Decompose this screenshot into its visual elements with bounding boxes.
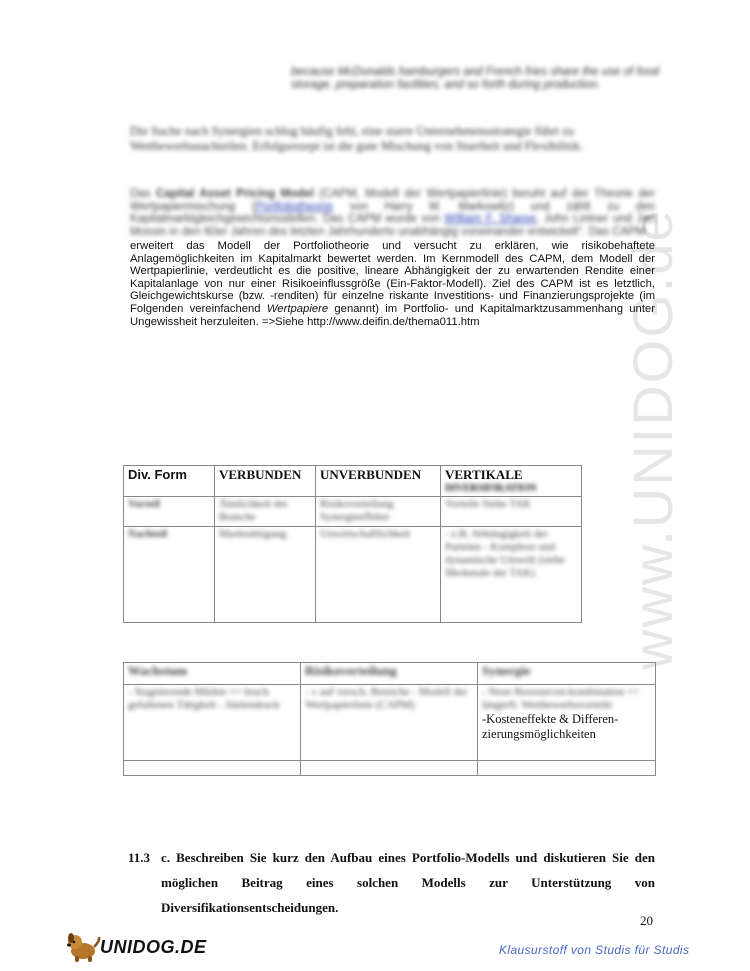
table-row <box>124 685 656 761</box>
row-label: Vorteil <box>124 497 215 527</box>
table-cell <box>478 685 656 761</box>
question-number: 11.3 <box>128 850 151 865</box>
table-cell: - z.B. Abhängigkeit der Parteien - Komplexe und dynamische Umwelt (siehe Merkmale der TAK) <box>441 527 582 623</box>
sharpe-link[interactable]: William F. Sharpe <box>444 213 537 226</box>
row-label: Nachteil <box>124 527 215 623</box>
table-cell <box>301 761 478 776</box>
table-row-empty <box>124 761 656 776</box>
table-cell: Ähnlichkeit der Branche <box>215 497 316 527</box>
quote-paragraph: because McDonalds hamburgers and French fries share the use of food storage, preparation facilities, and so forth during production. <box>291 66 659 91</box>
cell-text-blurred: - Neue Ressourcen-kombination => längerfr. Wettbewerbsvorteile <box>482 686 640 711</box>
capm-term: Capital Asset Pricing Model <box>155 188 314 200</box>
page-number: 20 <box>640 913 653 928</box>
question-text: c. Beschreiben Sie kurz den Aufbau eines Portfolio-Modells und diskutieren Sie den möglichen Beitrag eines solchen Modells zur Unterstützung von Diversifikationsentscheidungen. <box>161 850 655 915</box>
dog-icon <box>66 929 102 963</box>
table-cell: - Stagnierende Märkte => brach gefallenen Tätigkeit - Aktiendruck <box>124 685 301 761</box>
diversification-forms-table <box>123 465 582 623</box>
table-header-cell: VERBUNDEN <box>215 466 316 497</box>
strategy-goals-table <box>123 662 656 776</box>
table-header-cell: Wachstum <box>124 663 301 685</box>
capm-intro-part: von Harry M. Markowitz) und zählt zu den Kapitalmarktgleichgewichtsmodellen. Das CAPM wurde von <box>130 200 655 226</box>
logo-text: UNIDOG.DE <box>100 937 207 957</box>
table-header-cell: UNVERBUNDEN <box>316 466 441 497</box>
synergy-paragraph: Die Suche nach Synergien schlug häufig fehl, eine starre Unternehmensstrategie führt zu Wettbewerbsnachteilen. Erfolgsrezept ist die gute Mischung von Sturrheit und Flexibilität. <box>130 124 583 153</box>
table-cell: Vorteile Siehe TAK <box>441 497 582 527</box>
capm-intro-paragraph <box>130 188 655 238</box>
table-header-cell: Risikoverteilung <box>301 663 478 685</box>
table-cell <box>124 761 301 776</box>
capm-intro-part: Das <box>130 188 156 200</box>
capm-lead: erweitert das Modell der Portfoliotheorie und versucht zu erklären, wie risikobehaftete Anlagemöglichkeiten im Kapitalmarkt bewertet werden. Im Kernmodell des CAPM, dem Modell der Wertpapierlinie, verdeutlicht es die positive, lineare Abhängigkeit der zu erwartenden Rendite einer Kapitalanlage von nur einer Risikoeinflussgröße (Ein-Faktor-Modell). Ziel des CAPM ist es letztlich, Gleichgewichtskurse (bzw. -renditen) für einzelne riskante Investitions- und Finanzierungsprojekte (im Folgenden vereinfachend <box>130 240 655 315</box>
unidog-logo <box>66 929 207 963</box>
table-cell: Risikoverteilung Synergieeffekte <box>316 497 441 527</box>
table-header-row <box>124 466 582 497</box>
exam-question <box>128 845 655 920</box>
table-header-cell <box>441 466 582 497</box>
watermark: www.UNIDOG.de <box>621 208 684 670</box>
capm-tail: genannt) im Portfolio- und Kapitalmarktzusammenhang unter Ungewissheit herzuleiten. =>Siehe http://www.deifin.de/thema011.htm <box>130 302 655 328</box>
header-main: VERTIKALE <box>445 467 523 482</box>
portfoliotheorie-link[interactable]: Portfoliotheorie <box>255 200 333 213</box>
capm-intro-part: (CAPM, Modell der Wertpapierlinie) beruht auf der Theorie der Wertpapiermischung ( <box>130 188 655 213</box>
capm-emphasis: Wertpapiere <box>266 302 329 315</box>
capm-intro-part: , John Lintner und Jan Mossin in den 60er Jahren des letzten Jahrhunderts unabhängig voneinander entwickelt". Das CAPM <box>130 213 655 238</box>
table-row <box>124 497 582 527</box>
table-cell: - » auf versch. Bereiche - Modell der Wertpapierlinie (CAPM) <box>301 685 478 761</box>
table-cell: Unwirtschaftlichkeit <box>316 527 441 623</box>
footer-tagline: Klausurstoff von Studis für Studis <box>499 943 690 957</box>
table-header-cell: Div. Form <box>124 466 215 497</box>
table-header-cell: Synergie <box>478 663 656 685</box>
table-row <box>124 527 582 623</box>
table-cell: Marktsättigung <box>215 527 316 623</box>
capm-paragraph <box>130 240 655 328</box>
table-cell <box>478 761 656 776</box>
header-sub: DIVERSIFIKATION <box>445 483 537 494</box>
table-header-row <box>124 663 656 685</box>
cell-text: -Kosteneffekte & Differen-zierungsmöglichkeiten <box>482 712 619 741</box>
